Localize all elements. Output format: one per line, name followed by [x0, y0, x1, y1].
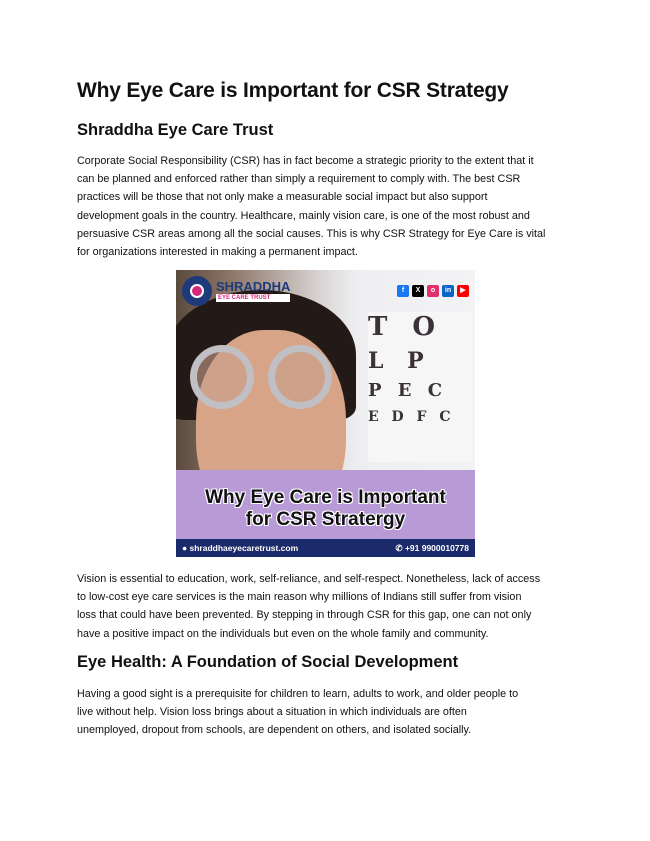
eye-logo-icon: [182, 276, 212, 306]
brand-logo: [182, 276, 290, 306]
eye-chart-row: L P: [368, 348, 432, 374]
image-bottom: [176, 487, 475, 557]
linkedin-icon: in: [442, 285, 454, 297]
eye-chart-row: E D F C: [368, 409, 455, 425]
section-heading: Eye Health: A Foundation of Social Development: [77, 653, 459, 671]
image-headline: Why Eye Care is Important for CSR Stratergy: [205, 487, 446, 530]
eye-chart-row: P E C: [368, 380, 448, 401]
brand-name: SHRADDHA EYE CARE TRUST: [216, 279, 291, 301]
website-text: ● shraddhaeyecaretrust.com: [182, 543, 299, 553]
intro-line: Corporate Social Responsibility (CSR) has in fact become a strategic priority to the extent that it: [77, 155, 534, 167]
image-topbar: [182, 276, 469, 306]
vision-line: to low-cost eye care services is the main reason why millions of Indians still suffer from vision: [77, 591, 522, 604]
page-title: Why Eye Care is Important for CSR Strategy: [77, 79, 509, 102]
eye-health-paragraph: [77, 685, 577, 740]
vision-line: loss that could have been prevented. By stepping in through CSR for this gap, one can not only: [77, 609, 532, 622]
eye-chart-row: T O: [368, 312, 444, 342]
eye-health-line: unemployed, dropout from schools, are dependent on others, and isolated socially.: [77, 724, 472, 737]
intro-line: can be planned and enforced rather than simply a requirement to comply with. The best CSR: [77, 173, 521, 186]
trial-frame-left: [190, 345, 254, 409]
facebook-icon: f: [397, 285, 409, 297]
instagram-icon: o: [427, 285, 439, 297]
image-footer: [176, 539, 475, 557]
x-icon: X: [412, 285, 424, 297]
globe-icon: ●: [182, 543, 190, 553]
intro-line: for organizations interested in making a permanent impact.: [77, 246, 358, 259]
subtitle: Shraddha Eye Care Trust: [77, 121, 274, 139]
eye-chart: [368, 312, 472, 462]
intro-line: development goals in the country. Healthcare, mainly vision care, is one of the most robust and: [77, 209, 530, 222]
phone-icon: ✆: [395, 543, 405, 553]
social-icons: [397, 285, 469, 297]
intro-line: persuasive CSR areas among all the social causes. This is why CSR Strategy for Eye Care is vital: [77, 227, 546, 240]
intro-paragraph: [77, 152, 577, 261]
phone-text: ✆ +91 9900010778: [395, 543, 469, 553]
youtube-icon: ▶: [457, 285, 469, 297]
eye-health-line: live without help. Vision loss brings about a situation in which individuals are often: [77, 706, 467, 719]
vision-line: Vision is essential to education, work, self-reliance, and self-respect. Nonetheless, lack of access: [77, 573, 541, 585]
intro-line: practices will be those that not only make a measurable social impact but also support: [77, 191, 488, 204]
trial-frame-right: [268, 345, 332, 409]
eye-health-line: Having a good sight is a prerequisite for children to learn, adults to work, and older people to: [77, 688, 519, 700]
vision-paragraph: [77, 570, 577, 643]
vision-line: have a positive impact on the individuals but even on the whole family and community.: [77, 627, 489, 640]
article-image: [176, 270, 475, 557]
